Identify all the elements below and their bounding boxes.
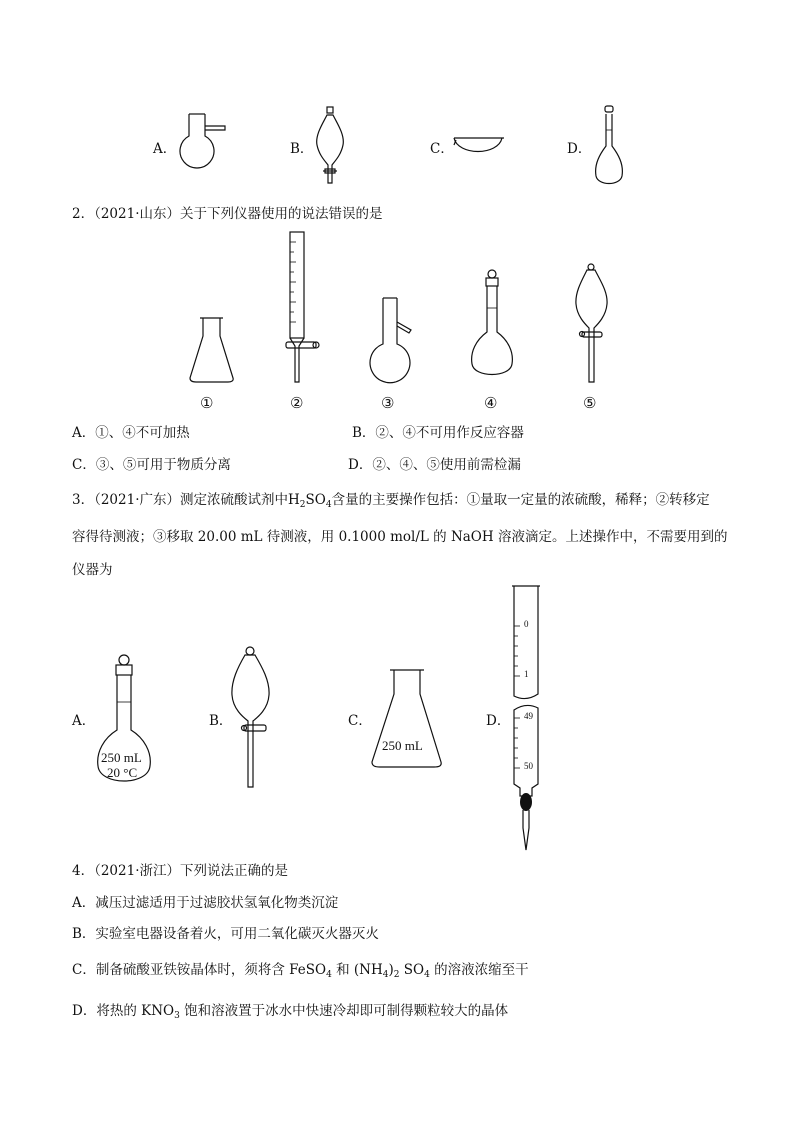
q3-option-b-label: B．	[209, 713, 233, 729]
rubber-tube-bead-icon	[520, 793, 532, 811]
q1-option-b-label: B．	[290, 141, 314, 157]
q2-stem: 2．（2021·山东）关于下列仪器使用的说法错误的是	[72, 206, 383, 222]
separatory-funnel-icon	[572, 262, 612, 386]
q3-option-a-label: A．	[72, 713, 96, 729]
q2-option-c: C．③、⑤可用于物质分离	[72, 457, 231, 473]
q4-option-c: C．制备硫酸亚铁铵晶体时，须将含 FeSO$_4$ 和 $(NH_4)_2$ $SO_4$ 的溶液浓缩至干	[72, 962, 529, 980]
instrument-label-4: ④	[484, 394, 498, 412]
burette-icon	[280, 230, 325, 385]
q3-stem-line1: 3．（2021·广东）测定浓硫酸试剂中$H_2SO_4$含量的主要操作包括：①量取一定量的浓硫酸，稀释；②转移定	[72, 492, 710, 510]
q3-stem-line3: 仪器为	[72, 562, 113, 578]
burette-mark-49: 49	[524, 711, 533, 721]
distillation-flask-icon	[365, 296, 425, 386]
q2-option-a: A．①、④不可加热	[72, 425, 190, 441]
q1-option-d-label: D．	[567, 141, 592, 157]
q4-stem: 4．（2021·浙江）下列说法正确的是	[72, 863, 288, 879]
separatory-funnel-icon	[313, 107, 347, 187]
flask-volume-label: 250 mL	[101, 750, 142, 765]
erlenmeyer-flask-icon	[370, 668, 446, 770]
conical-volume-label: 250 mL	[382, 738, 423, 753]
q3-stem-line2: 容得待测液；③移取 20.00 mL 待测液，用 0.1000 mol/L 的 NaOH 溶液滴定。上述操作中，不需要用到的	[72, 529, 728, 545]
q1-option-a-label: A．	[153, 141, 177, 157]
burette-mark-1: 1	[524, 669, 529, 679]
q3-option-d-label: D．	[486, 713, 511, 729]
burette-mark-0: 0	[524, 619, 529, 629]
q2-option-d: D．②、④、⑤使用前需检漏	[348, 457, 521, 473]
evaporating-dish-icon	[452, 132, 507, 162]
q4-option-d: D．将热的 $KNO_3$ 饱和溶液置于冰水中快速冷却即可制得颗粒较大的晶体	[72, 1003, 509, 1021]
instrument-label-3: ③	[381, 394, 395, 412]
flask-temperature-label: 20 °C	[107, 765, 138, 780]
instrument-label-2: ②	[290, 394, 304, 412]
q2-option-b: B．②、④不可用作反应容器	[352, 425, 524, 441]
q1-option-c-label: C．	[430, 141, 454, 157]
volumetric-flask-icon	[466, 268, 521, 386]
separatory-funnel-icon	[230, 645, 274, 791]
instrument-label-1: ①	[200, 394, 214, 412]
h2so4-formula: $H_2SO_4$	[288, 492, 332, 510]
q4-option-b: B．实验室电器设备着火，可用二氧化碳灭火器灭火	[72, 926, 379, 942]
q3-option-c-label: C．	[348, 713, 372, 729]
burette-mark-50: 50	[524, 761, 533, 771]
distillation-flask-icon	[175, 112, 230, 182]
erlenmeyer-flask-icon	[188, 316, 238, 386]
instrument-label-5: ⑤	[583, 394, 597, 412]
volumetric-flask-icon	[590, 106, 630, 188]
q4-option-a: A．减压过滤适用于过滤胶状氢氧化物类沉淀	[72, 895, 339, 911]
